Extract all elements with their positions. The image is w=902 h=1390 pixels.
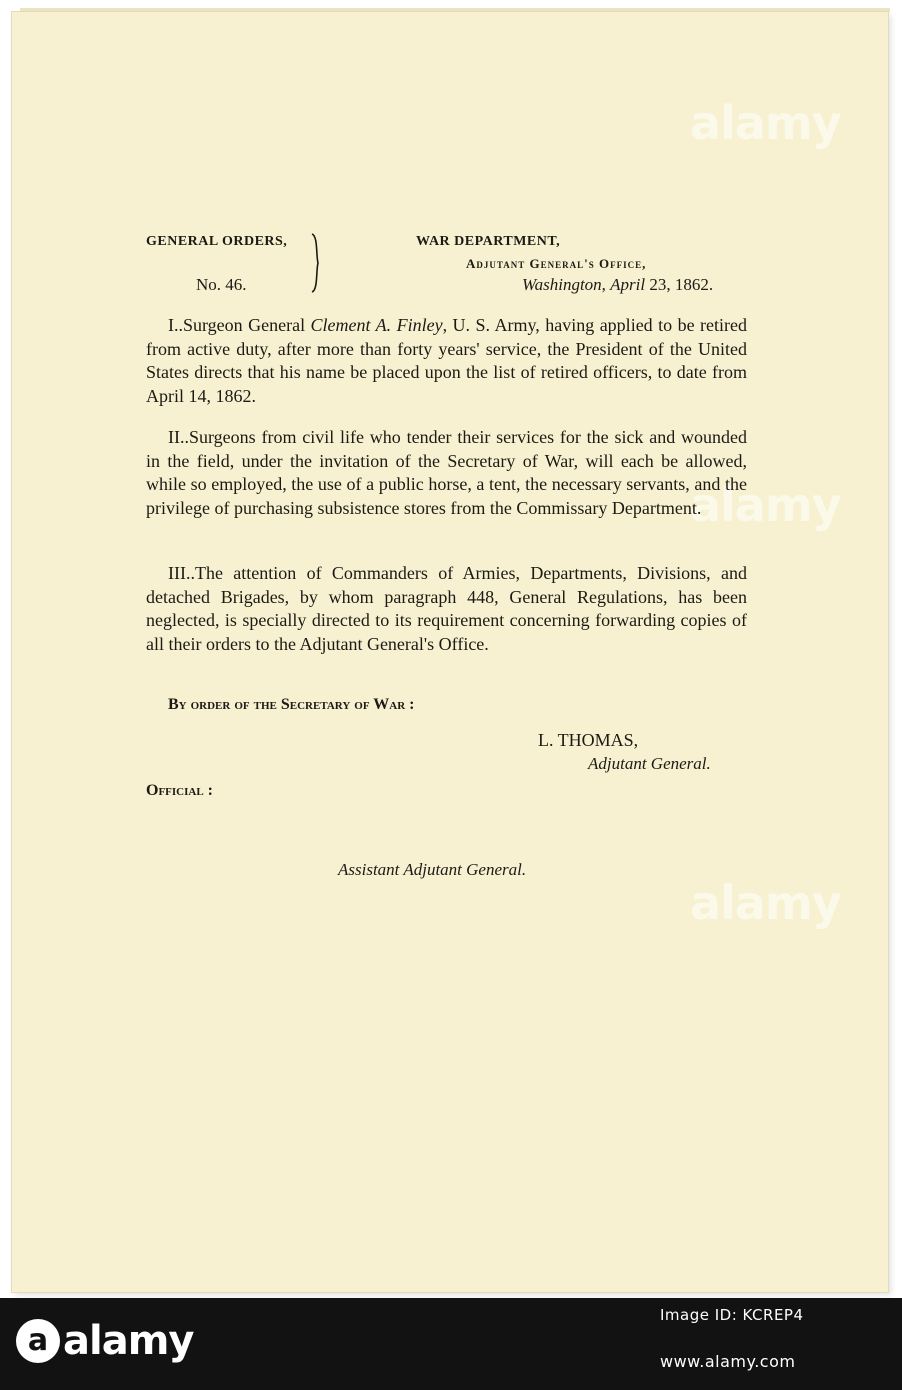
date-line: Washington, April 23, 1862. — [522, 275, 714, 294]
watermark: alamy — [690, 96, 841, 150]
brace-icon — [310, 232, 320, 294]
site-url: www.alamy.com — [660, 1352, 796, 1371]
logo-word: alamy — [63, 1318, 194, 1364]
paragraph-1-rest: , U. S. Army, having applied to be retired from active duty, after more than forty years' service, the President of the United States directs that his name be placed upon the list of retired officers, to date from April 14, 1862. — [146, 315, 748, 406]
finley-name: Clement A. Finley — [310, 315, 443, 335]
alamy-logo — [16, 1316, 193, 1366]
general-orders-label: GENERAL ORDERS, — [146, 234, 288, 249]
by-order-line: By order of the Secretary of War : — [168, 696, 415, 713]
paragraph-1 — [146, 314, 747, 408]
logo-letter: a — [27, 1323, 49, 1358]
paragraph-2: II..Surgeons from civil life who tender their services for the sick and wounded in the field, under the invitation of the Secretary of War, will each be allowed, while so employed, the use of a public horse, a tent, the necessary servants, and the privilege of purchasing subsistence stores from the Commissary Department. — [146, 427, 747, 518]
watermark: alamy — [690, 478, 841, 532]
official-label: Official : — [146, 782, 213, 799]
place: Washington — [522, 275, 602, 294]
paragraph-1-lead: I..Surgeon General — [168, 315, 311, 335]
signer-title: Adjutant General. — [588, 754, 711, 773]
order-number: No. 46. — [196, 275, 247, 294]
date-rest: 23, 1862. — [649, 275, 714, 294]
paragraph-3: III..The attention of Commanders of Armies, Departments, Divisions, and detached Brigades, by whom paragraph 448, General Regulations, has been neglected, is specially directed to its requirement concerning forwarding copies of all their orders to the Adjutant General's Office. — [146, 563, 747, 654]
department-title: WAR DEPARTMENT, — [416, 234, 561, 249]
office-title: Adjutant General's Office, — [466, 256, 647, 271]
date-month: April — [610, 275, 646, 294]
watermark: alamy — [690, 876, 841, 930]
signer-name: L. THOMAS, — [538, 730, 639, 750]
assistant-title: Assistant Adjutant General. — [338, 860, 527, 879]
image-id: Image ID: KCREP4 — [660, 1306, 804, 1324]
logo-icon — [16, 1319, 60, 1363]
